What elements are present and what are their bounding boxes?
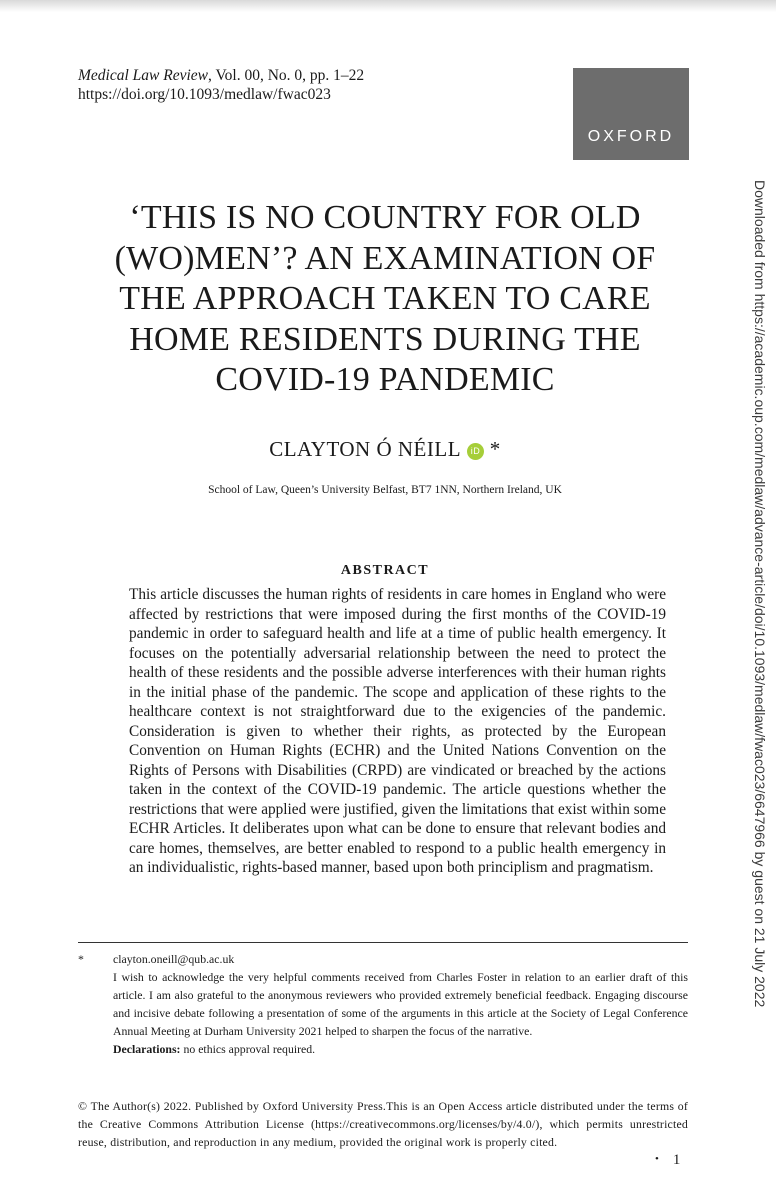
page-bullet: • (655, 1153, 659, 1165)
download-watermark: Downloaded from https://academic.oup.com/medlaw/advance-article/doi/10.1093/medlaw/fwac023/6647966 by guest on 21 July 2022 (752, 180, 768, 1008)
footnote-divider (78, 942, 688, 943)
title-line: THE APPROACH TAKEN TO CARE (119, 280, 651, 317)
journal-name: Medical Law Review (78, 67, 208, 84)
journal-citation (78, 66, 364, 85)
journal-doi[interactable]: https://doi.org/10.1093/medlaw/fwac023 (78, 86, 331, 103)
declarations-label: Declarations: (113, 1042, 181, 1056)
page-footer (655, 1152, 680, 1169)
oxford-logo-text: OXFORD (587, 128, 675, 145)
footnote-marker: * (78, 952, 84, 966)
orcid-icon[interactable]: iD (467, 443, 484, 460)
author-name: CLAYTON Ó NÉILL (269, 437, 462, 461)
journal-info (78, 66, 364, 104)
license-notice: © The Author(s) 2022. Published by Oxford University Press.This is an Open Access article distributed under the terms of the Creative Commons Attribution License (https://creativecommons.org/licenses/by/4.0/), which permits unrestricted reuse, distribution, and reproduction in any medium, provided the original work is properly cited. (78, 1099, 688, 1149)
abstract-text: This article discusses the human rights of residents in care homes in England who were affected by restrictions that were imposed during the first months of the COVID-19 pandemic in order to safeguard health and life at a time of public health emergency. It focuses on the potentially adversarial relationship between the need to protect the health of these residents and the possible adverse interferences with their human rights in the initial phase of the pandemic. The scope and application of these rights to the healthcare context is not straightforward due to the exigencies of the pandemic. Consideration is given to whether their rights, as protected by the European Convention on Human Rights (ECHR) and the United Nations Convention on the Rights of Persons with Disabilities (CRPD) are vindicated or breached by the actions taken in the context of the COVID-19 pandemic. The article questions whether the restrictions that were applied were justified, given the limitations that exist within some ECHR Articles. It deliberates upon what can be done to ensure that relevant bodies and care homes, themselves, are better enabled to respond to a public health emergency in an individualistic, rights-based manner, based upon both principlism and pragmatism. (129, 586, 666, 876)
author-line (70, 437, 700, 462)
author-affiliation: School of Law, Queen’s University Belfast, BT7 1NN, Northern Ireland, UK (208, 484, 562, 496)
declarations (113, 1040, 688, 1058)
page-top-shadow (0, 0, 776, 12)
page-number: 1 (672, 1152, 681, 1168)
author-footnote-marker: * (489, 437, 501, 461)
declarations-text: no ethics approval required. (180, 1042, 316, 1056)
author-email[interactable]: clayton.oneill@qub.ac.uk (113, 952, 235, 966)
title-line: ‘THIS IS NO COUNTRY FOR OLD (129, 199, 641, 236)
title-line: (WO)MEN’? AN EXAMINATION OF (114, 239, 656, 277)
acknowledgement-text: I wish to acknowledge the very helpful comments received from Charles Foster in relation to an earlier draft of this article. I am also grateful to the anonymous reviewers who provided extremely beneficial feedback. Engaging discourse and incisive debate following a presentation of some of the arguments in this article at the Society of Legal Conference Annual Meeting at Durham University 2021 helped to sharpen the focus of the narrative. (113, 970, 688, 1038)
abstract-heading: ABSTRACT (340, 563, 430, 578)
footnote (78, 950, 688, 1058)
article-title (70, 198, 700, 401)
title-line: HOME RESIDENTS DURING THE (129, 320, 641, 358)
journal-volume: , Vol. 00, No. 0, pp. 1–22 (208, 67, 365, 84)
title-line: COVID-19 PANDEMIC (215, 361, 555, 398)
oxford-logo (573, 68, 689, 160)
